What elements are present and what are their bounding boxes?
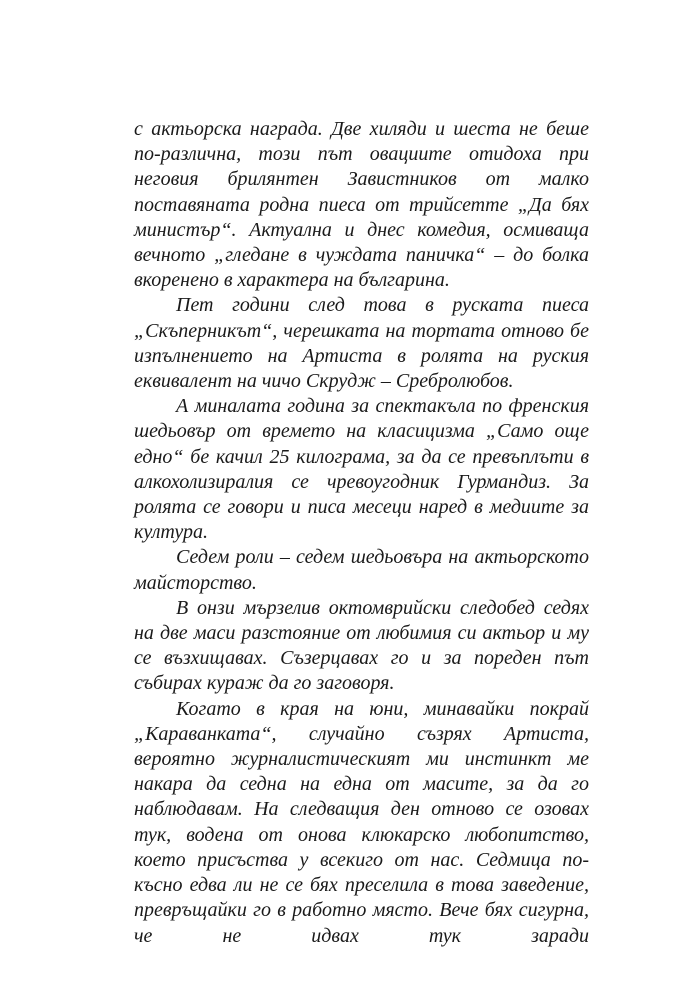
paragraph-5: В онзи мързелив октомврийски следобед седях на две маси разстояние от любимия си актьор и му се възхищавах. Съзерцавах го и за пореден път събирах кураж да го заговоря. <box>134 596 589 695</box>
paragraph-4: Седем роли – седем шедьовъра на актьорското майсторство. <box>134 546 589 594</box>
paragraph-2: Пет години след това в руската пиеса „Скъперникът“, черешката на тортата отново бе изпълнението на Артиста в ролята на руския еквивалент на чичо Скрудж – Сребролюбов. <box>134 294 589 393</box>
paragraph-6: Когато в края на юни, минавайки покрай „Караванката“, случайно съзрях Артиста, вероятно журналистическият ми инстинкт ме накара да седна на една от масите, за да го наблюдавам. На следващия ден отново се озовах тук, водена от онова клюкарско любопитство, което присъства у всекиго от нас. Седмица по-късно едва ли не се бях преселила в това заведение, превръщайки го в работно място. Вече бях сигурна, че не идвах тук заради <box>134 697 589 947</box>
paragraph-1: с актьорска награда. Две хиляди и шеста не беше по-различна, този път овациите отидоха при неговия брилянтен Завистников от малко поставяната родна пиеса от трийсетте „Да бях министър“. Актуална и днес комедия, осмиваща вечното „гледане в чуждата паничка“ – до болка вкоренено в характера на българина. <box>134 118 589 292</box>
paragraph-3: А миналата година за спектакъла по френския шедьовър от времето на класицизма „Само още едно“ бе качил 25 килограма, за да се превъплъти в алкохолизиралия се чревоугодник Гурмандиз. За ролята се говори и писа месеци наред в медиите за култура. <box>134 395 589 544</box>
body-text <box>134 117 589 949</box>
